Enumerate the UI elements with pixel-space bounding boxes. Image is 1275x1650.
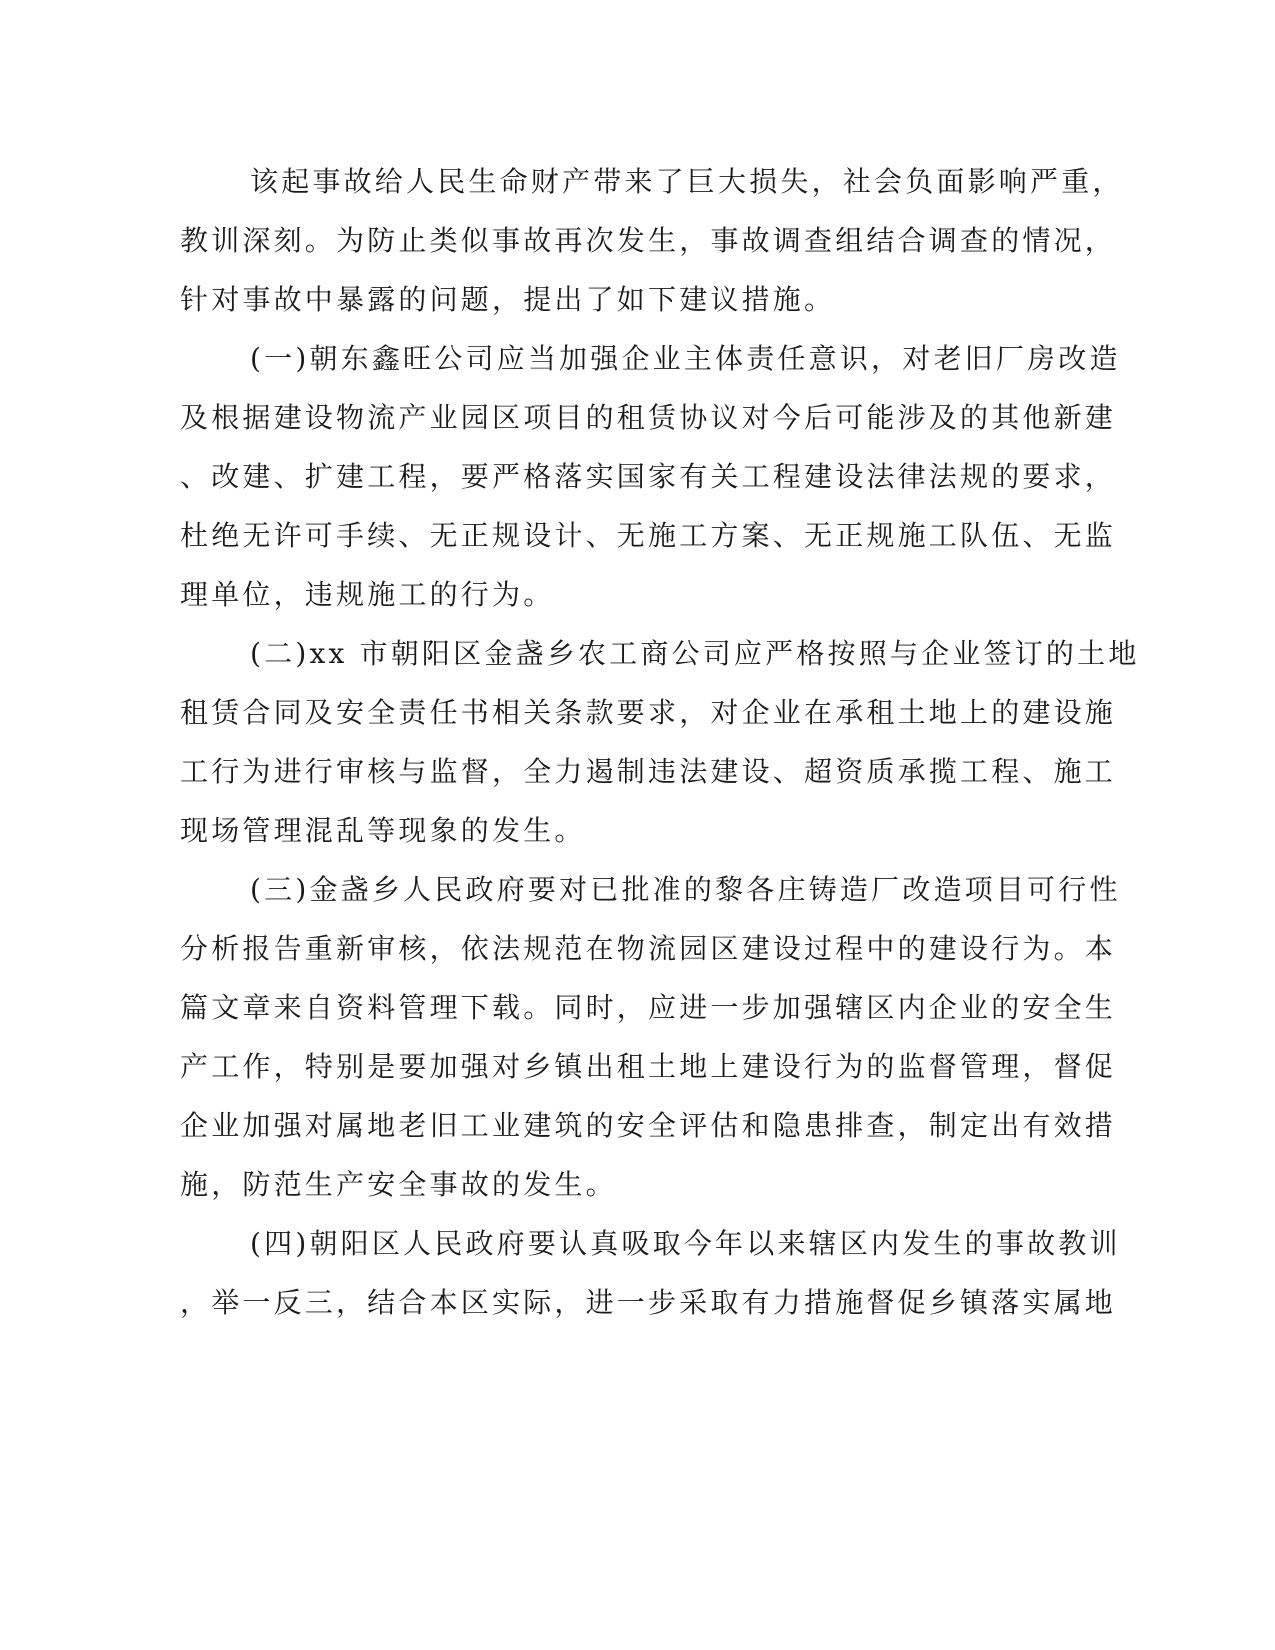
text-line: (三)金盏乡人民政府要对已批准的黎各庄铸造厂改造项目可行性 <box>250 873 1121 906</box>
text-line: 针对事故中暴露的问题，提出了如下建议措施。 <box>180 283 836 316</box>
paragraph-item-1 <box>180 329 1121 624</box>
text-line: (二)xx 市朝阳区金盏乡农工商公司应严格按照与企业签订的土地 <box>250 637 1140 670</box>
text-line: 篇文章来自资料管理下载。同时，应进一步加强辖区内企业的安全生 <box>180 991 1117 1024</box>
document-page <box>180 152 1140 1332</box>
text-line: (四)朝阳区人民政府要认真吸取今年以来辖区内发生的事故教训 <box>250 1227 1121 1260</box>
paragraph-item-2 <box>180 624 1140 860</box>
text-line: 工行为进行审核与监督，全力遏制违法建设、超资质承揽工程、施工 <box>180 755 1117 788</box>
text-line: 租赁合同及安全责任书相关条款要求，对企业在承租土地上的建设施 <box>180 696 1117 729</box>
text-line: 、改建、扩建工程，要严格落实国家有关工程建设法律法规的要求， <box>180 460 1117 493</box>
text-line: 该起事故给人民生命财产带来了巨大损失，社会负面影响严重， <box>250 165 1124 198</box>
text-line: 理单位，违规施工的行为。 <box>180 578 555 611</box>
text-line: 产工作，特别是要加强对乡镇出租土地上建设行为的监督管理，督促 <box>180 1050 1117 1083</box>
text-line: (一)朝东鑫旺公司应当加强企业主体责任意识，对老旧厂房改造 <box>250 342 1121 375</box>
text-line: 教训深刻。为防止类似事故再次发生，事故调查组结合调查的情况， <box>180 224 1117 257</box>
text-line: 现场管理混乱等现象的发生。 <box>180 814 586 847</box>
paragraph-item-3 <box>180 860 1121 1214</box>
text-line: 企业加强对属地老旧工业建筑的安全评估和隐患排查，制定出有效措 <box>180 1109 1117 1142</box>
text-line: 及根据建设物流产业园区项目的租赁协议对今后可能涉及的其他新建 <box>180 401 1117 434</box>
paragraph-item-4 <box>180 1214 1121 1332</box>
text-line: 施，防范生产安全事故的发生。 <box>180 1168 617 1201</box>
text-line: ，举一反三，结合本区实际，进一步采取有力措施督促乡镇落实属地 <box>180 1286 1117 1319</box>
paragraph-intro <box>180 152 1124 329</box>
text-line: 杜绝无许可手续、无正规设计、无施工方案、无正规施工队伍、无监 <box>180 519 1117 552</box>
text-line: 分析报告重新审核，依法规范在物流园区建设过程中的建设行为。本 <box>180 932 1117 965</box>
